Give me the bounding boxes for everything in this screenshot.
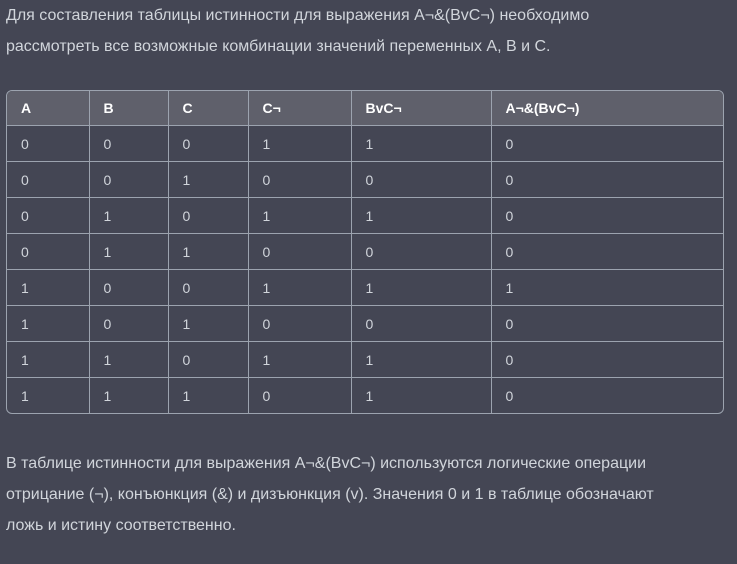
- table-cell: 1: [351, 378, 491, 414]
- table-row: [7, 198, 723, 234]
- table-cell: 1: [7, 378, 89, 414]
- table-cell: 1: [248, 126, 351, 162]
- intro-line: рассмотреть все возможные комбинации значений переменных A, B и C.: [6, 38, 551, 55]
- column-header-c: C: [168, 91, 248, 126]
- table-cell: 1: [351, 342, 491, 378]
- table-cell: 1: [351, 270, 491, 306]
- table-cell: 1: [89, 198, 168, 234]
- truth-table-container: [6, 90, 724, 414]
- table-cell: 0: [248, 162, 351, 198]
- table-row: [7, 378, 723, 414]
- table-cell: 1: [491, 270, 723, 306]
- column-header-not-c: C¬: [248, 91, 351, 126]
- table-cell: 1: [89, 342, 168, 378]
- column-header-result: A¬&(BvC¬): [491, 91, 723, 126]
- table-cell: 1: [351, 198, 491, 234]
- table-cell: 1: [89, 378, 168, 414]
- table-row: [7, 234, 723, 270]
- table-cell: 0: [89, 306, 168, 342]
- column-header-a: A: [7, 91, 89, 126]
- table-cell: 1: [168, 306, 248, 342]
- table-cell: 1: [7, 270, 89, 306]
- intro-line: Для составления таблицы истинности для выражения A¬&(BvC¬) необходимо: [6, 7, 590, 24]
- table-header-row: [7, 91, 723, 126]
- outro-line: ложь и истину соответственно.: [6, 517, 236, 534]
- table-cell: 0: [491, 306, 723, 342]
- table-cell: 0: [248, 234, 351, 270]
- outro-line: В таблице истинности для выражения A¬&(BvC¬) используются логические операции: [6, 455, 646, 472]
- table-cell: 0: [168, 198, 248, 234]
- table-cell: 0: [7, 198, 89, 234]
- table-cell: 1: [89, 234, 168, 270]
- table-cell: 0: [491, 198, 723, 234]
- table-cell: 0: [89, 270, 168, 306]
- table-row: [7, 126, 723, 162]
- table-cell: 0: [351, 162, 491, 198]
- table-cell: 0: [491, 126, 723, 162]
- table-row: [7, 306, 723, 342]
- table-cell: 0: [491, 234, 723, 270]
- table-cell: 0: [7, 234, 89, 270]
- table-cell: 1: [168, 234, 248, 270]
- table-cell: 0: [7, 126, 89, 162]
- table-cell: 0: [505, 387, 514, 404]
- column-header-b: B: [89, 91, 168, 126]
- outro-line: отрицание (¬), конъюнкция (&) и дизъюнкция (v). Значения 0 и 1 в таблице обозначают: [6, 486, 654, 503]
- table-row: [7, 162, 723, 198]
- table-cell: 0: [168, 270, 248, 306]
- table-cell: 1: [7, 342, 89, 378]
- table-cell: 1: [351, 126, 491, 162]
- outro-paragraph: [6, 448, 731, 541]
- column-header-b-or-not-c: BvC¬: [351, 91, 491, 126]
- table-cell: 0: [351, 234, 491, 270]
- table-cell: 0: [248, 306, 351, 342]
- table-cell: 0: [351, 306, 491, 342]
- table-cell: 0: [168, 126, 248, 162]
- table-cell: 1: [248, 198, 351, 234]
- table-cell: 1: [248, 270, 351, 306]
- table-cell: 0: [491, 342, 723, 378]
- table-row: [7, 342, 723, 378]
- assistant-message: [6, 0, 731, 541]
- table-cell: 1: [168, 162, 248, 198]
- table-cell: 0: [7, 162, 89, 198]
- table-cell: 0: [89, 126, 168, 162]
- table-cell: 0: [491, 162, 723, 198]
- table-cell: 1: [168, 378, 248, 414]
- table-row: [7, 270, 723, 306]
- table-cell: 0: [248, 378, 351, 414]
- table-cell: 1: [248, 342, 351, 378]
- truth-table: [7, 91, 723, 413]
- table-cell: 0: [168, 342, 248, 378]
- table-cell: 1: [7, 306, 89, 342]
- table-cell: 0: [89, 162, 168, 198]
- intro-paragraph: [6, 0, 731, 62]
